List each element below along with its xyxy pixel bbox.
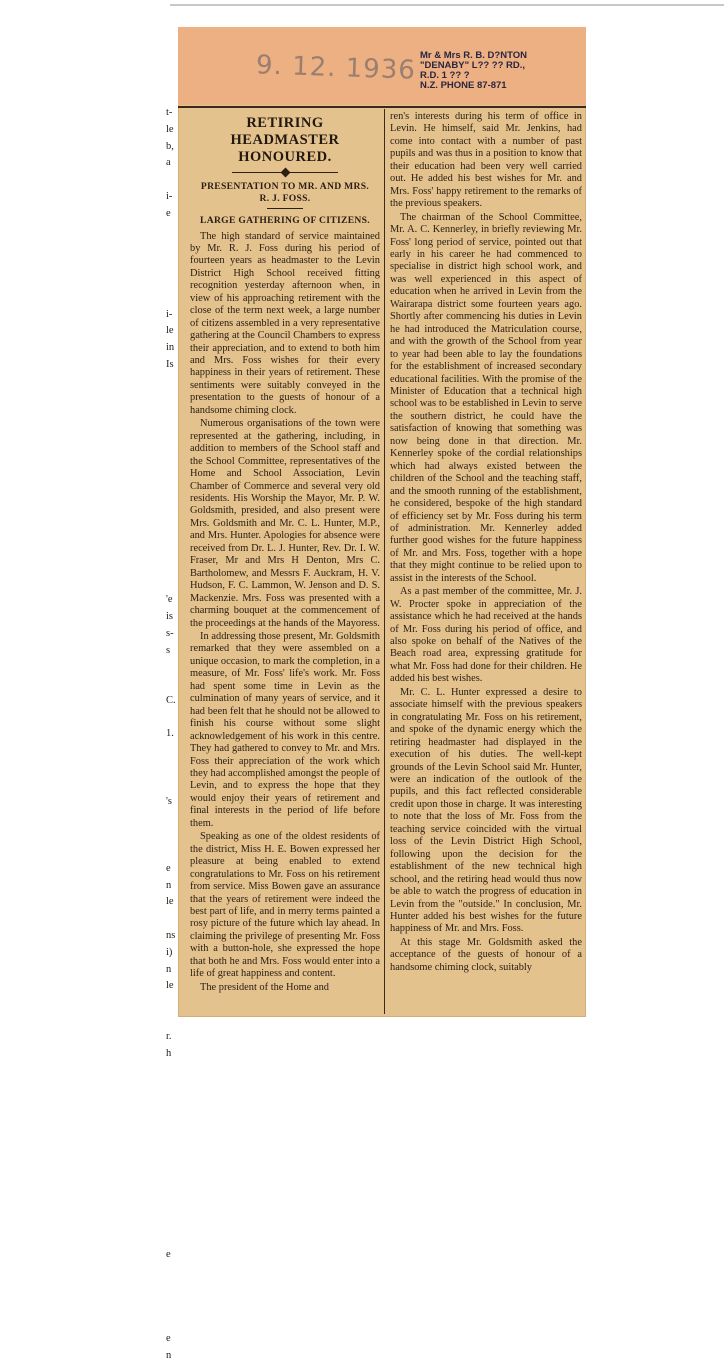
margin-fragment: e xyxy=(166,207,171,219)
margin-fragment xyxy=(166,290,178,307)
scan-top-edge xyxy=(170,4,724,6)
margin-fragment xyxy=(166,1180,178,1197)
margin-fragment xyxy=(166,743,178,760)
margin-fragment xyxy=(166,475,178,492)
margin-fragment xyxy=(166,273,178,290)
handwritten-date: 9. 12. 1936 xyxy=(255,50,417,86)
margin-fragment: n xyxy=(166,879,172,891)
margin-fragment: t- xyxy=(166,107,173,118)
margin-fragment xyxy=(166,1298,178,1315)
margin-fragment xyxy=(166,458,178,475)
article-paragraph: Mr. C. L. Hunter expressed a desire to associate himself with the previous speakers in congratulating Mr. Foss on his retirement, and spoke of the dynamic energy which the retiring headmaster had displayed in the execution of his duties. The well-kept grounds of the Levin School said Mr. Hunter, were an indication of the outlook of the pupils, and this fact reflected considerable credit upon those in charge. It was interesting to note that the loss of Mr. Foss from the teaching service coincided with the virtual loss of the Levin District High School, following upon the decision for the establishment of the new technical high school, and the retiring head would thus now be able to watch the progress of education in Levin from the "outside." In conclusion, Mr. Hunter added his best wishes for the future happiness of Mr. and Mrs. Foss. xyxy=(390,686,582,935)
margin-fragment: n xyxy=(166,1349,172,1361)
margin-fragment xyxy=(166,1281,178,1298)
margin-fragment xyxy=(166,659,178,676)
margin-fragment xyxy=(166,676,178,693)
margin-fragment: i- xyxy=(166,308,173,320)
margin-fragment xyxy=(166,810,178,827)
article-paragraph: The chairman of the School Committee, Mr. A. C. Kennerley, in briefly reviewing Mr. Foss' long period of service, pointed out that early in his career he had commenced to specialise in district high school work, and was well experienced in this aspect of education when he arrived in Levin from the Wairarapa district some fourteen years ago. Shortly after commencing his duties in Levin he had introduced the Matriculation course, and with the growth of the School from year to year had been able to lay the foundations for the establishment of increased secondary educational facilities. With the promise of the Minister of Education that a technical high school was to be established in Levin to serve the southern district, he could have the satisfaction of knowing that something was now being done in that direction. Mr. Kennerley spoke of the cordial relationships which had always existed between the children of the School and the teaching staff, and the smooth running of the establishment, he considered, bespoke of the high standard of efficiency set by Mr. Foss during his term of administration. Mr. Kennerley added further good wishes for the future happiness of Mr. and Mrs. Foss, together with a hope that they might continue to be relied upon to assist in the interests of the School. xyxy=(390,211,582,584)
article-right-column xyxy=(390,111,582,1017)
margin-fragment xyxy=(166,1314,178,1331)
subheading-presentation-line-1: PRESENTATION TO MR. AND MRS. xyxy=(200,181,370,192)
subheading-gathering: LARGE GATHERING OF CITIZENS. xyxy=(200,215,370,226)
margin-fragment xyxy=(166,256,178,273)
margin-fragment xyxy=(166,424,178,441)
article-paragraph: The high standard of service maintained by Mr. R. J. Foss during his period of fourteen years as headmaster to the Levin District High School received fitting recognition yesterday afternoon when, in view of his approaching retirement with the close of the term next week, a large number of citizens assembled in a very representative gathering at the Council Chambers to express their appreciation, and to extend to both him and Mrs. Foss wishes for their every happiness in their years of retirement. These sentiments were suitably conveyed in the presentation to the guests of honour of a handsome chiming clock. xyxy=(190,230,380,416)
margin-fragment xyxy=(166,441,178,458)
margin-fragment: 's xyxy=(166,795,172,807)
margin-fragment: e xyxy=(166,1333,171,1345)
margin-fragment: e xyxy=(166,1249,171,1261)
address-stamp xyxy=(420,51,560,91)
newspaper-clipping xyxy=(178,27,586,1017)
margin-fragment xyxy=(166,911,178,928)
margin-fragment: a xyxy=(166,157,171,169)
margin-fragment xyxy=(166,391,178,408)
article-paragraph: As a past member of the committee, Mr. J. W. Procter spoke in appreciation of the assistance which he had received at the hands of Mr. Foss during his period of office, and also spoke on behalf of the Natives of the Beach road area, expressing gratitude for what Mr. Foss had done for their children. He added his best wishes. xyxy=(390,586,582,685)
article-paragraph: At this stage Mr. Goldsmith asked the acceptance of the guests of honour of a handsome chiming clock, suitably xyxy=(390,936,582,973)
margin-fragment: in xyxy=(166,342,175,354)
margin-fragment: le xyxy=(166,896,174,908)
margin-fragment xyxy=(166,827,178,844)
stamp-line-3: R.D. 1 ?? ? xyxy=(420,70,470,81)
margin-fragment xyxy=(166,1146,178,1163)
subheading-presentation xyxy=(190,181,380,204)
margin-fragment xyxy=(166,525,178,542)
adjacent-column-fragments xyxy=(166,105,178,1361)
margin-fragment xyxy=(166,1163,178,1180)
margin-fragment xyxy=(166,374,178,391)
margin-fragment xyxy=(166,1113,178,1130)
margin-fragment: h xyxy=(166,1047,172,1059)
margin-fragment xyxy=(166,172,178,189)
stamp-line-4: N.Z. PHONE 87-871 xyxy=(420,80,507,91)
margin-fragment xyxy=(166,559,178,576)
margin-fragment xyxy=(166,1197,178,1214)
article-paragraph: In addressing those present, Mr. Goldsmith remarked that they were assembled on a unique occasion, to mark the completion, in a measure, of Mr. Foss' life's work. Mr. Foss had spent some time in Levin as the culmination of many years of service, and it had been felt that he should not be allowed to finish his course without some slight acknowledgement of his work in this centre. They had gathered to convey to Mr. and Mrs. Foss their appreciation of the work which they had accomplished amongst the people of Levin, and to express the hope that they would enjoy their years of retirement and final interests in the period of life before them. xyxy=(190,631,380,829)
margin-fragment: i- xyxy=(166,190,173,202)
headline-line-1: RETIRING HEADMASTER xyxy=(230,115,340,148)
subheading-rule xyxy=(267,208,303,209)
margin-fragment xyxy=(166,777,178,794)
margin-fragment xyxy=(166,1264,178,1281)
stamp-line-1: Mr & Mrs R. B. D?NTON xyxy=(420,50,527,61)
margin-fragment xyxy=(166,1214,178,1231)
column-divider xyxy=(384,109,385,1014)
margin-fragment: i) xyxy=(166,946,173,958)
headline xyxy=(190,115,380,166)
article-paragraph: Numerous organisations of the town were represented at the gathering, including, in addition to members of the School staff and the School Committee, representatives of the Home and School Association, Levin Chamber of Commerce and several very old residents. His Worship the Mayor, Mr. P. W. Goldsmith, presided, and also present were Mrs. Goldsmith and Mr. C. L. Hunter, M.P., and Mrs. Hunter. Apologies for absence were received from Dr. L. J. Hunter, Rev. Dr. I. W. Fraser, Mr and Mrs H Denton, Mrs C. Bartholomew, and Messrs F. Auckram, H. V. Hudson, F. C. Lammon, W. Jenson and D. S. Mackenzie. Mrs. Foss was presented with a charming bouquet at the commencement of the proceedings at the hands of the Mayoress. xyxy=(190,418,380,629)
margin-fragment xyxy=(166,1096,178,1113)
headline-ornament-rule xyxy=(190,168,380,177)
margin-fragment xyxy=(166,1062,178,1079)
margin-fragment xyxy=(166,542,178,559)
margin-fragment xyxy=(166,491,178,508)
margin-fragment xyxy=(166,1012,178,1029)
margin-fragment: le xyxy=(166,123,174,135)
margin-fragment: C. xyxy=(166,694,176,706)
margin-fragment: le xyxy=(166,980,174,992)
margin-fragment xyxy=(166,710,178,727)
article-left-column xyxy=(190,111,380,1017)
margin-fragment xyxy=(166,844,178,861)
margin-fragment xyxy=(166,995,178,1012)
margin-fragment: e xyxy=(166,862,171,874)
margin-fragment xyxy=(166,239,178,256)
subheading-presentation-line-2: R. J. FOSS. xyxy=(259,192,311,204)
margin-fragment: 1. xyxy=(166,728,174,740)
margin-fragment xyxy=(166,760,178,777)
margin-fragment: s xyxy=(166,644,171,656)
headline-line-2: HONOURED. xyxy=(238,149,332,165)
margin-fragment: r. xyxy=(166,1030,172,1042)
stamp-line-2: "DENABY" L?? ?? RD., xyxy=(420,60,526,71)
margin-fragment: ns xyxy=(166,930,176,942)
margin-fragment: b, xyxy=(166,140,174,152)
article-paragraph: Speaking as one of the oldest residents of the district, Miss H. E. Bowen expressed her pleasure at being enabled to extend congratulations to Mr. Foss on his retirement from service. Miss Bowen gave an assurance that the years of retirement were indeed the best part of life, and in merry terms painted a rosy picture of the future which lay ahead. In claiming the privilege of presenting Mr. Foss with a button-hole, she expressed the hope that both he and Mrs. Foss would enter into a life of great happiness and content. xyxy=(190,831,380,980)
margin-fragment xyxy=(166,223,178,240)
margin-fragment xyxy=(166,407,178,424)
margin-fragment: s- xyxy=(166,627,174,639)
column-top-rule xyxy=(178,106,586,108)
margin-fragment: is xyxy=(166,610,174,622)
margin-fragment xyxy=(166,1079,178,1096)
article-paragraph: ren's interests during his term of office in Levin. He himself, said Mr. Jenkins, had come into contact with a number of past pupils and was thus in a position to know that their education had been very well carried out. He added his best wishes for Mr. and Mrs. Foss' happy retirement to the remarks of the previous speakers. xyxy=(390,111,582,210)
margin-fragment xyxy=(166,1130,178,1147)
right-column-body xyxy=(390,111,582,974)
margin-fragment xyxy=(166,508,178,525)
margin-fragment: Is xyxy=(166,358,174,370)
article-paragraph: The president of the Home and xyxy=(200,981,329,993)
margin-fragment xyxy=(166,1230,178,1247)
margin-fragment: n xyxy=(166,963,172,975)
margin-fragment xyxy=(166,575,178,592)
margin-fragment: le xyxy=(166,325,174,337)
left-column-body xyxy=(190,231,380,995)
margin-fragment: 'e xyxy=(166,594,173,606)
